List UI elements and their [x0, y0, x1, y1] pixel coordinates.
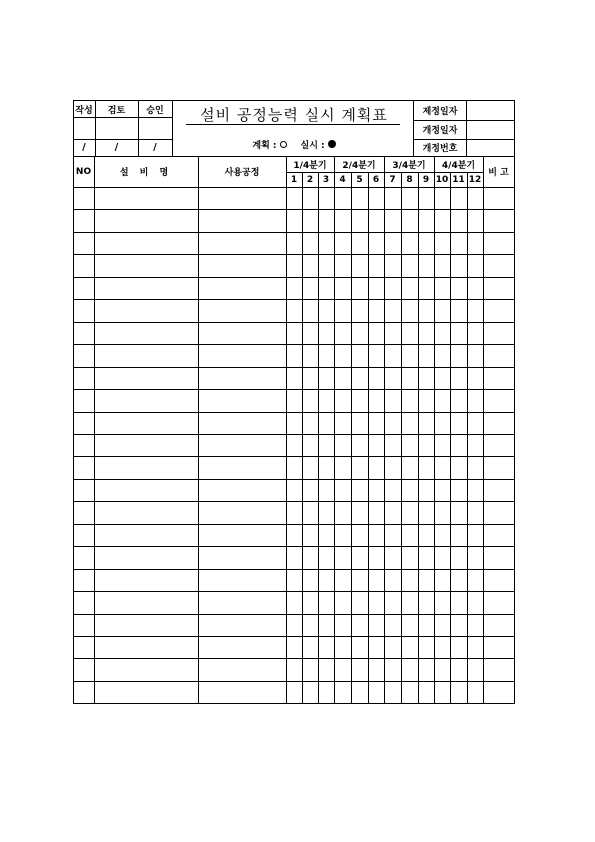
table-row[interactable] — [73, 322, 514, 344]
month-header-6: 6 — [372, 174, 380, 185]
table-header-top — [73, 156, 514, 157]
table-row[interactable] — [73, 569, 514, 591]
table-row[interactable] — [73, 187, 514, 209]
table-row[interactable] — [73, 232, 514, 254]
title-underline — [186, 124, 400, 125]
info-value-revised[interactable] — [466, 120, 513, 139]
table-row[interactable] — [73, 524, 514, 546]
open-circle-icon — [280, 141, 287, 148]
grid-line — [413, 139, 514, 140]
table-row[interactable] — [73, 299, 514, 321]
document-title: 설비 공정능력 실시 계획표 — [200, 105, 388, 124]
column-header-process: 사용공정 — [224, 168, 260, 178]
grid-line — [138, 100, 139, 156]
table-row[interactable] — [73, 434, 514, 456]
month-header-9: 9 — [422, 174, 430, 185]
quarter-header-4: 4/4분기 — [441, 160, 476, 171]
approval-header-review: 검토 — [107, 105, 126, 116]
month-header-11: 11 — [452, 174, 465, 185]
table-row[interactable] — [73, 681, 514, 703]
month-header-2: 2 — [306, 174, 314, 185]
column-header-equipment: 설 비 명 — [119, 168, 173, 178]
table-row[interactable] — [73, 277, 514, 299]
table-row[interactable] — [73, 254, 514, 276]
table-row[interactable] — [73, 591, 514, 613]
approval-date-writer[interactable]: / — [82, 141, 86, 153]
table-row[interactable] — [73, 389, 514, 411]
approval-date-review[interactable]: / — [114, 141, 119, 153]
legend-actual-label: 실시 : — [300, 140, 325, 151]
table-row[interactable] — [73, 344, 514, 366]
grid-line — [95, 100, 96, 156]
month-header-10: 10 — [435, 174, 449, 185]
filled-circle-icon — [328, 140, 336, 148]
grid-line — [466, 100, 467, 156]
table-row[interactable] — [73, 614, 514, 636]
grid-line — [413, 120, 514, 121]
quarter-header-1: 1/4분기 — [293, 160, 327, 171]
grid-line — [172, 100, 173, 156]
frame-top — [73, 100, 514, 101]
month-header-7: 7 — [389, 174, 396, 185]
info-label-revision-no: 개정번호 — [422, 144, 458, 154]
month-header-5: 5 — [356, 174, 363, 185]
table-row[interactable] — [73, 367, 514, 389]
table-row[interactable] — [73, 546, 514, 568]
column-header-no: NO — [75, 166, 92, 177]
quarter-header-3: 3/4분기 — [392, 160, 426, 171]
table-row[interactable] — [73, 501, 514, 523]
month-header-3: 3 — [322, 174, 330, 185]
grid-line — [413, 100, 414, 156]
table-row[interactable] — [73, 456, 514, 478]
table-row[interactable] — [73, 209, 514, 231]
month-header-8: 8 — [406, 174, 413, 185]
approval-header-approve: 승인 — [146, 105, 164, 116]
info-value-revision-no[interactable] — [466, 139, 513, 156]
month-header-4: 4 — [339, 174, 346, 185]
frame-bottom — [73, 703, 514, 704]
info-value-established[interactable] — [466, 101, 513, 120]
legend-plan-label: 계획 : — [252, 140, 277, 151]
month-header-12: 12 — [468, 174, 482, 185]
grid-line — [73, 117, 172, 118]
info-label-revised: 개정일자 — [422, 126, 458, 136]
table-row[interactable] — [73, 636, 514, 658]
quarter-header-2: 2/4분기 — [342, 160, 376, 171]
table-row[interactable] — [73, 658, 514, 680]
legend — [176, 136, 412, 152]
grid-line — [73, 139, 172, 140]
column-header-remarks: 비 고 — [488, 168, 509, 178]
table-row[interactable] — [73, 479, 514, 501]
approval-header-writer: 작성 — [75, 105, 93, 116]
table-row[interactable] — [73, 412, 514, 434]
approval-date-approve[interactable]: / — [153, 141, 157, 153]
info-label-established: 제정일자 — [422, 107, 458, 117]
frame-right — [514, 100, 515, 704]
month-header-1: 1 — [290, 174, 298, 185]
